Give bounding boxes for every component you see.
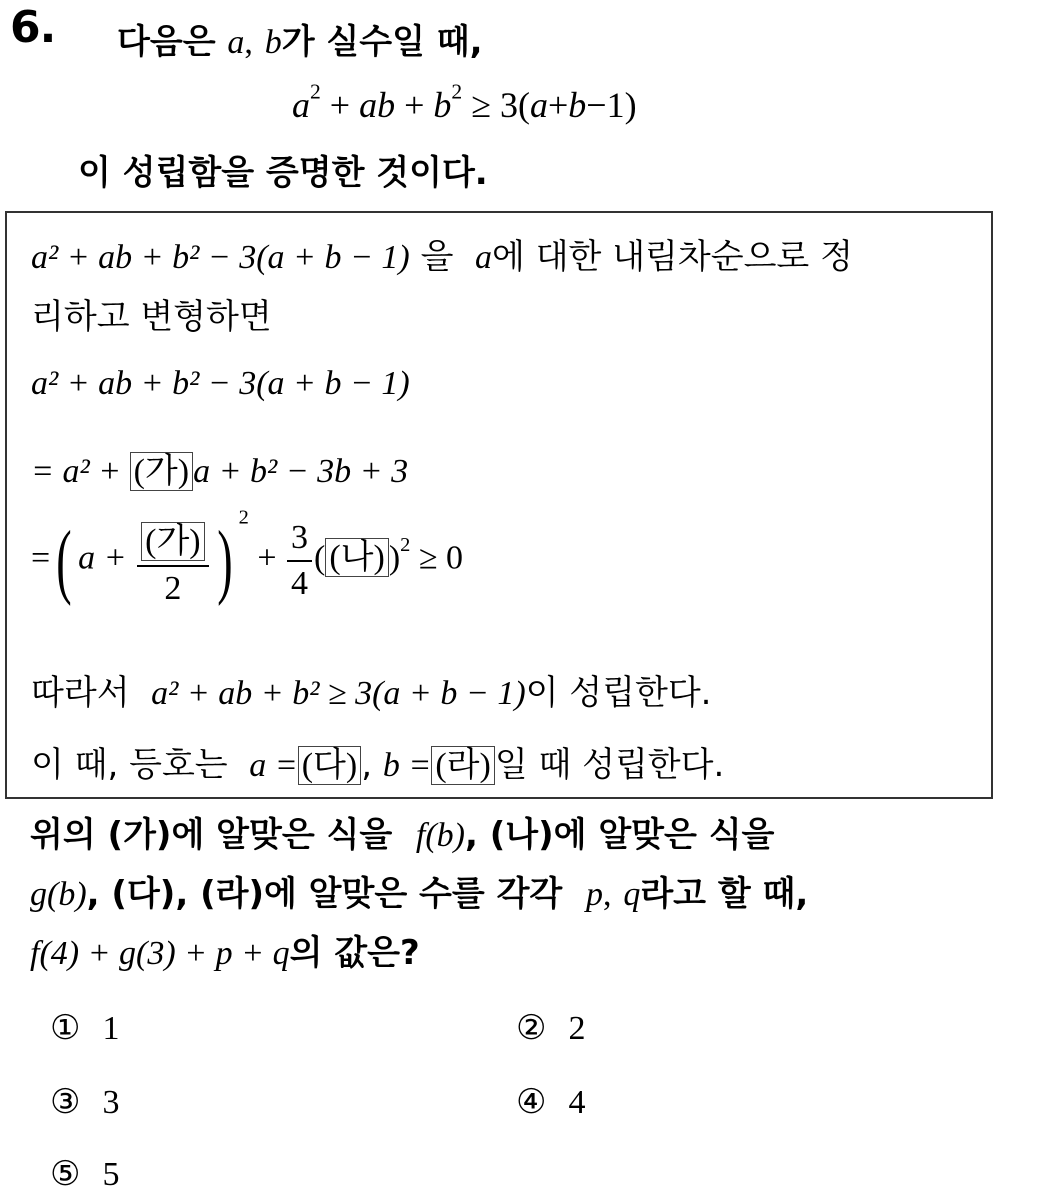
choice-mark: ①: [50, 1010, 81, 1047]
proof-text: 이 성립한다.: [525, 673, 712, 713]
var-a: a: [227, 24, 245, 61]
choice-value: 1: [102, 1010, 120, 1047]
fraction-denominator: 2: [164, 570, 182, 607]
choice-3[interactable]: [50, 1082, 119, 1122]
fraction-numerator: 3: [287, 519, 312, 562]
prompt-expr: f(b): [415, 817, 465, 854]
proof-line-4: [31, 443, 408, 492]
proof-expr: a +: [78, 539, 127, 577]
blank-da-box: (다): [298, 746, 362, 785]
fraction-ga-over-2: [137, 513, 209, 608]
blank-ra-box: (라): [431, 746, 495, 785]
prompt-expr: f(4) + g(3) + p + q: [30, 935, 290, 972]
choice-mark: ⑤: [50, 1156, 81, 1193]
equals-sign: =: [31, 539, 51, 577]
prompt-text: 위의 (가)에 알맞은 식을: [30, 815, 393, 855]
ineq-sq: 2: [451, 79, 463, 104]
blank-ga-box: (가): [141, 522, 205, 561]
blank-ga-box: (가): [130, 452, 194, 491]
proof-line-6: [31, 665, 711, 714]
proof-expr: b =: [382, 747, 432, 784]
proof-expr: a =: [249, 747, 298, 784]
proof-line-3: a² + ab + b² − 3(a + b − 1): [31, 365, 410, 402]
left-paren: (: [56, 513, 72, 607]
proof-expr: = a² +: [31, 453, 122, 490]
proof-expr: a + b² − 3b + 3: [193, 453, 409, 490]
square-exponent: 2: [238, 506, 249, 529]
choice-value: 2: [568, 1010, 586, 1047]
choice-5[interactable]: [50, 1154, 119, 1194]
intro-text: 다음은: [117, 22, 216, 62]
choice-value: 5: [102, 1156, 120, 1193]
proof-box: [5, 211, 993, 799]
ineq-ab: ab: [359, 85, 396, 125]
proof-expr: ≥ 0: [418, 539, 464, 577]
choice-mark: ④: [516, 1084, 547, 1121]
prompt-text: , (다), (라)에 알맞은 수를 각각: [86, 874, 563, 914]
ineq-b: b: [433, 85, 452, 125]
proof-text: 이 때, 등호는: [31, 745, 228, 785]
intro-comma: ,: [244, 24, 253, 61]
proof-var: a: [475, 239, 493, 276]
prompt-expr: g(b): [30, 876, 87, 913]
choice-value: 3: [102, 1084, 120, 1121]
ineq-sq: 2: [310, 79, 321, 104]
proof-line-7: [31, 737, 724, 786]
right-paren: ): [216, 513, 233, 607]
ineq-a: a: [292, 85, 310, 125]
choice-4[interactable]: [516, 1082, 585, 1122]
choice-1[interactable]: [50, 1008, 119, 1048]
prompt-var: q: [623, 876, 641, 913]
choice-value: 4: [568, 1084, 586, 1121]
question-claim: 이 성립함을 증명한 것이다.: [78, 153, 488, 193]
ineq-plus: +: [404, 85, 425, 125]
prompt-var: p: [585, 876, 603, 913]
ineq-rhs: 3(: [499, 85, 530, 125]
square-exponent: 2: [400, 533, 411, 556]
proof-text: 일 때 성립한다.: [494, 745, 725, 785]
prompt-line-1: [30, 806, 808, 865]
choice-mark: ②: [516, 1010, 547, 1047]
intro-rest: 가 실수일 때,: [281, 22, 483, 62]
choice-mark: ③: [50, 1084, 81, 1121]
var-b: b: [264, 24, 282, 61]
ineq-rhs-tail: −1): [586, 85, 637, 125]
prompt-line-2: [30, 865, 808, 924]
proof-text: 을: [420, 237, 454, 277]
choice-2[interactable]: [516, 1008, 585, 1048]
proof-line-1: [31, 229, 853, 278]
prompt-text: ,: [602, 876, 612, 913]
prompt-text: 의 값은?: [289, 933, 420, 973]
main-inequality: [292, 79, 637, 126]
proof-text: 에 대한 내림차순으로 정: [492, 237, 853, 277]
question-intro: [117, 14, 483, 63]
ineq-plus: +: [329, 85, 351, 125]
proof-text: ,: [361, 745, 373, 785]
proof-text: 따라서: [31, 673, 130, 713]
prompt-text: , (나)에 알맞은 식을: [464, 815, 775, 855]
question-prompt: [30, 806, 808, 983]
blank-na-box: (나): [325, 538, 389, 577]
proof-line-2: 리하고 변형하면: [31, 297, 272, 337]
proof-line-5: =( a + $\frac{\text{(가)}}{2}$ ) $^2$ + $\frac{3}{4}$ ( (나) )$^2$ ≥ 0: [31, 506, 464, 607]
prompt-line-3: [30, 924, 808, 983]
ineq-rhs-b: b: [568, 85, 587, 125]
ineq-rhs-a: a: [529, 85, 548, 125]
proof-expr: a² + ab + b² ≥ 3(a + b − 1): [151, 675, 526, 712]
plus-sign: +: [257, 539, 277, 577]
prompt-text: 라고 할 때,: [640, 874, 809, 914]
proof-expr: a² + ab + b² − 3(a + b − 1): [31, 239, 410, 276]
fraction-3-4: [287, 519, 312, 603]
question-number: 6.: [10, 2, 56, 53]
fraction-denominator: 4: [291, 564, 308, 602]
ineq-rhs-plus: +: [547, 85, 569, 125]
ineq-geq: ≥: [471, 85, 491, 125]
